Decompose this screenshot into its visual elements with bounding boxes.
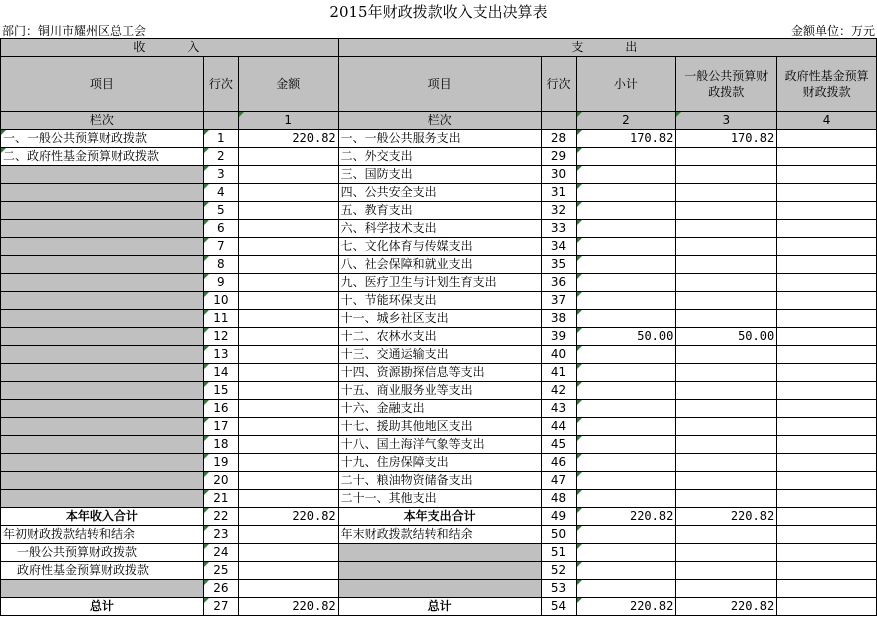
expense-item-cell[interactable]: 十四、资源勘探信息等支出	[338, 364, 541, 382]
subtotal-cell[interactable]	[576, 454, 676, 472]
income-item-cell[interactable]	[1, 184, 204, 202]
income-rowno-cell[interactable]: 2	[203, 148, 238, 166]
income-item-cell[interactable]	[1, 364, 204, 382]
table-row	[1, 508, 877, 526]
income-rowno-cell[interactable]: 16	[203, 400, 238, 418]
income-amount-cell[interactable]: 220.82	[238, 598, 338, 616]
income-item-cell[interactable]	[1, 346, 204, 364]
general-budget-cell[interactable]	[676, 148, 777, 166]
income-amount-cell[interactable]	[238, 544, 338, 562]
subtotal-cell[interactable]	[576, 166, 676, 184]
expense-rowno-cell[interactable]: 44	[541, 418, 576, 436]
income-item-cell[interactable]: 年初财政拨款结转和结余	[1, 526, 204, 544]
income-section-header[interactable]: 收 入	[1, 39, 339, 57]
table-row	[1, 346, 877, 364]
expense-rowno-cell[interactable]: 46	[541, 454, 576, 472]
income-amount-cell[interactable]	[238, 490, 338, 508]
table-row	[1, 256, 877, 274]
subtotal-header[interactable]: 小计	[576, 57, 676, 112]
subtotal-cell[interactable]	[576, 472, 676, 490]
gov-fund-cell[interactable]	[777, 166, 877, 184]
gov-fund-cell[interactable]	[777, 346, 877, 364]
income-amount-cell[interactable]	[238, 364, 338, 382]
table-row	[1, 436, 877, 454]
general-budget-cell[interactable]	[676, 220, 777, 238]
unit-label: 金额单位：万元	[790, 24, 875, 38]
income-item-cell[interactable]	[1, 490, 204, 508]
expense-rowno-cell[interactable]: 28	[541, 130, 576, 148]
expense-rowno-cell[interactable]: 49	[541, 508, 576, 526]
income-item-cell[interactable]: 一、一般公共预算财政拨款	[1, 130, 204, 148]
subtotal-cell[interactable]: 50.00	[576, 328, 676, 346]
income-item-cell[interactable]: 一般公共预算财政拨款	[1, 544, 204, 562]
income-amount-cell[interactable]	[238, 418, 338, 436]
expense-section-header[interactable]: 支 出	[338, 39, 876, 57]
expense-rowno-cell[interactable]: 36	[541, 274, 576, 292]
income-amount-cell[interactable]	[238, 526, 338, 544]
general-budget-cell[interactable]	[676, 256, 777, 274]
lan-empty-left[interactable]	[203, 112, 238, 130]
gov-fund-cell[interactable]	[777, 490, 877, 508]
income-item-cell[interactable]	[1, 400, 204, 418]
income-item-cell[interactable]	[1, 382, 204, 400]
gov-fund-cell[interactable]	[777, 256, 877, 274]
income-rowno-cell[interactable]: 17	[203, 418, 238, 436]
income-rowno-cell[interactable]: 5	[203, 202, 238, 220]
subtotal-cell[interactable]	[576, 544, 676, 562]
expense-item-cell[interactable]: 十一、城乡社区支出	[338, 310, 541, 328]
income-rowno-cell[interactable]: 7	[203, 238, 238, 256]
table-row	[1, 184, 877, 202]
income-rowno-cell[interactable]: 26	[203, 580, 238, 598]
expense-rowno-cell[interactable]: 37	[541, 292, 576, 310]
income-amount-cell[interactable]	[238, 580, 338, 598]
general-budget-cell[interactable]	[676, 544, 777, 562]
department-label: 部门：铜川市耀州区总工会	[2, 24, 147, 38]
subtotal-cell[interactable]	[576, 238, 676, 256]
expense-rowno-cell[interactable]: 35	[541, 256, 576, 274]
expense-rowno-cell[interactable]: 50	[541, 526, 576, 544]
expense-item-cell[interactable]: 十五、商业服务业等支出	[338, 382, 541, 400]
income-rowno-cell[interactable]: 9	[203, 274, 238, 292]
expense-item-cell[interactable]: 二、外交支出	[338, 148, 541, 166]
income-amount-cell[interactable]: 220.82	[238, 508, 338, 526]
expense-item-cell[interactable]: 二十、粮油物资储备支出	[338, 472, 541, 490]
table-row	[1, 310, 877, 328]
subtotal-cell[interactable]: 170.82	[576, 130, 676, 148]
subtotal-cell[interactable]	[576, 436, 676, 454]
expense-item-cell[interactable]: 三、国防支出	[338, 166, 541, 184]
income-rowno-cell[interactable]: 18	[203, 436, 238, 454]
subtotal-cell[interactable]	[576, 382, 676, 400]
table-row	[1, 220, 877, 238]
general-budget-cell[interactable]	[676, 382, 777, 400]
table-row	[1, 490, 877, 508]
income-rowno-cell[interactable]: 15	[203, 382, 238, 400]
expense-item-cell[interactable]: 十、节能环保支出	[338, 292, 541, 310]
general-budget-cell[interactable]	[676, 310, 777, 328]
income-amount-cell[interactable]	[238, 256, 338, 274]
table-row	[1, 454, 877, 472]
table-row	[1, 598, 877, 616]
table-row	[1, 364, 877, 382]
income-item-cell[interactable]	[1, 166, 204, 184]
subtotal-cell[interactable]	[576, 292, 676, 310]
expense-item-cell[interactable]: 七、文化体育与传媒支出	[338, 238, 541, 256]
income-amount-cell[interactable]	[238, 562, 338, 580]
expense-rowno-cell[interactable]: 42	[541, 382, 576, 400]
general-budget-cell[interactable]	[676, 472, 777, 490]
expense-rowno-cell[interactable]: 48	[541, 490, 576, 508]
expense-rowno-cell[interactable]: 32	[541, 202, 576, 220]
table-row	[1, 148, 877, 166]
gov-fund-cell[interactable]	[777, 436, 877, 454]
table-row	[1, 580, 877, 598]
expense-rowno-cell[interactable]: 45	[541, 436, 576, 454]
expense-rowno-cell[interactable]: 40	[541, 346, 576, 364]
income-rowno-cell[interactable]: 8	[203, 256, 238, 274]
income-item-cell[interactable]	[1, 274, 204, 292]
expense-rowno-header[interactable]: 行次	[541, 57, 576, 112]
income-amount-cell[interactable]: 220.82	[238, 130, 338, 148]
income-rowno-cell[interactable]: 4	[203, 184, 238, 202]
income-amount-cell[interactable]	[238, 238, 338, 256]
expense-item-cell[interactable]: 十八、国土海洋气象等支出	[338, 436, 541, 454]
expense-item-header[interactable]: 项目	[338, 57, 541, 112]
income-rowno-cell[interactable]: 24	[203, 544, 238, 562]
income-amount-cell[interactable]	[238, 292, 338, 310]
expense-rowno-cell[interactable]: 54	[541, 598, 576, 616]
gov-fund-cell[interactable]	[777, 526, 877, 544]
subtotal-cell[interactable]	[576, 148, 676, 166]
lan-row	[1, 112, 877, 130]
income-amount-cell[interactable]	[238, 166, 338, 184]
gov-fund-cell[interactable]	[777, 472, 877, 490]
gov-fund-cell[interactable]	[777, 310, 877, 328]
general-budget-cell[interactable]: 170.82	[676, 130, 777, 148]
income-item-cell[interactable]: 总计	[1, 598, 204, 616]
table-row	[1, 238, 877, 256]
income-item-cell[interactable]	[1, 418, 204, 436]
income-amount-cell[interactable]	[238, 274, 338, 292]
report-title: 2015年财政拨款收入支出决算表	[329, 3, 548, 21]
income-item-cell[interactable]	[1, 328, 204, 346]
table-row	[1, 400, 877, 418]
general-budget-cell[interactable]: 50.00	[676, 328, 777, 346]
gov-fund-cell[interactable]	[777, 562, 877, 580]
expense-rowno-cell[interactable]: 39	[541, 328, 576, 346]
expense-item-cell[interactable]: 十三、交通运输支出	[338, 346, 541, 364]
gov-fund-cell[interactable]	[777, 148, 877, 166]
expense-item-cell[interactable]: 九、医疗卫生与计划生育支出	[338, 274, 541, 292]
income-item-cell[interactable]: 二、政府性基金预算财政拨款	[1, 148, 204, 166]
expense-rowno-cell[interactable]: 43	[541, 400, 576, 418]
table-row	[1, 292, 877, 310]
gov-fund-cell[interactable]	[777, 508, 877, 526]
lan-col-1[interactable]: 1	[238, 112, 338, 130]
income-amount-cell[interactable]	[238, 148, 338, 166]
section-header-row	[1, 39, 877, 57]
column-header-row	[1, 57, 877, 112]
expense-rowno-cell[interactable]: 33	[541, 220, 576, 238]
table-row	[1, 130, 877, 148]
income-item-cell[interactable]	[1, 454, 204, 472]
table-row	[1, 274, 877, 292]
general-budget-header[interactable]: 一般公共预算财政拨款	[676, 57, 777, 112]
subtotal-cell[interactable]	[576, 220, 676, 238]
gov-fund-cell[interactable]	[777, 400, 877, 418]
gov-fund-cell[interactable]	[777, 184, 877, 202]
income-item-cell[interactable]	[1, 202, 204, 220]
general-budget-cell[interactable]	[676, 490, 777, 508]
income-amount-cell[interactable]	[238, 454, 338, 472]
table-row	[1, 562, 877, 580]
income-item-cell[interactable]	[1, 472, 204, 490]
income-rowno-cell[interactable]: 13	[203, 346, 238, 364]
expense-rowno-cell[interactable]: 30	[541, 166, 576, 184]
income-rowno-cell[interactable]: 11	[203, 310, 238, 328]
expense-rowno-cell[interactable]: 51	[541, 544, 576, 562]
general-budget-cell[interactable]	[676, 292, 777, 310]
subtotal-cell[interactable]	[576, 346, 676, 364]
expense-rowno-cell[interactable]: 41	[541, 364, 576, 382]
income-amount-cell[interactable]	[238, 328, 338, 346]
subtotal-cell[interactable]	[576, 364, 676, 382]
income-item-cell[interactable]: 本年收入合计	[1, 508, 204, 526]
general-budget-cell[interactable]	[676, 346, 777, 364]
subtotal-cell[interactable]	[576, 202, 676, 220]
income-rowno-cell[interactable]: 25	[203, 562, 238, 580]
income-rowno-cell[interactable]: 23	[203, 526, 238, 544]
general-budget-cell[interactable]	[676, 238, 777, 256]
gov-fund-cell[interactable]	[777, 220, 877, 238]
budget-table	[0, 38, 877, 616]
general-budget-cell[interactable]	[676, 562, 777, 580]
income-rowno-cell[interactable]: 20	[203, 472, 238, 490]
table-row	[1, 418, 877, 436]
table-row	[1, 526, 877, 544]
income-item-cell[interactable]	[1, 436, 204, 454]
table-row	[1, 544, 877, 562]
general-budget-cell[interactable]: 220.82	[676, 508, 777, 526]
expense-rowno-cell[interactable]: 52	[541, 562, 576, 580]
expense-item-cell[interactable]: 年末财政拨款结转和结余	[338, 526, 541, 544]
expense-item-cell[interactable]: 二十一、其他支出	[338, 490, 541, 508]
subtotal-cell[interactable]	[576, 256, 676, 274]
general-budget-cell[interactable]	[676, 364, 777, 382]
expense-item-cell[interactable]: 十二、农林水支出	[338, 328, 541, 346]
general-budget-cell[interactable]	[676, 454, 777, 472]
income-amount-cell[interactable]	[238, 184, 338, 202]
income-rowno-cell[interactable]: 1	[203, 130, 238, 148]
table-row	[1, 382, 877, 400]
gov-fund-cell[interactable]	[777, 202, 877, 220]
income-amount-cell[interactable]	[238, 220, 338, 238]
subtotal-cell[interactable]	[576, 184, 676, 202]
subtotal-cell[interactable]	[576, 418, 676, 436]
income-item-cell[interactable]: 政府性基金预算财政拨款	[1, 562, 204, 580]
income-rowno-cell[interactable]: 14	[203, 364, 238, 382]
lan-label-left[interactable]: 栏次	[1, 112, 204, 130]
income-rowno-cell[interactable]: 6	[203, 220, 238, 238]
expense-item-cell[interactable]: 六、科学技术支出	[338, 220, 541, 238]
expense-item-cell[interactable]: 十七、援助其他地区支出	[338, 418, 541, 436]
expense-item-cell[interactable]: 总计	[338, 598, 541, 616]
income-item-cell[interactable]	[1, 238, 204, 256]
expense-item-cell[interactable]: 十九、住房保障支出	[338, 454, 541, 472]
expense-rowno-cell[interactable]: 38	[541, 310, 576, 328]
income-amount-cell[interactable]	[238, 436, 338, 454]
subtotal-cell[interactable]: 220.82	[576, 598, 676, 616]
income-rowno-cell[interactable]: 12	[203, 328, 238, 346]
expense-item-cell[interactable]: 一、一般公共服务支出	[338, 130, 541, 148]
table-row	[1, 166, 877, 184]
subtotal-cell[interactable]	[576, 400, 676, 418]
gov-fund-cell[interactable]	[777, 598, 877, 616]
subtotal-cell[interactable]	[576, 310, 676, 328]
lan-label-right[interactable]: 栏次	[338, 112, 541, 130]
gov-fund-cell[interactable]	[777, 382, 877, 400]
subtotal-cell[interactable]	[576, 526, 676, 544]
gov-fund-cell[interactable]	[777, 454, 877, 472]
income-rowno-cell[interactable]: 3	[203, 166, 238, 184]
gov-fund-cell[interactable]	[777, 130, 877, 148]
lan-empty-right[interactable]	[541, 112, 576, 130]
income-amount-cell[interactable]	[238, 382, 338, 400]
subtotal-cell[interactable]	[576, 580, 676, 598]
income-amount-cell[interactable]	[238, 472, 338, 490]
general-budget-cell[interactable]	[676, 436, 777, 454]
gov-fund-cell[interactable]	[777, 238, 877, 256]
income-rowno-cell[interactable]: 27	[203, 598, 238, 616]
income-rowno-cell[interactable]: 19	[203, 454, 238, 472]
gov-fund-cell[interactable]	[777, 328, 877, 346]
income-rowno-cell[interactable]: 22	[203, 508, 238, 526]
subtotal-cell[interactable]	[576, 274, 676, 292]
income-item-cell[interactable]	[1, 220, 204, 238]
table-row	[1, 472, 877, 490]
general-budget-cell[interactable]	[676, 418, 777, 436]
income-amount-cell[interactable]	[238, 202, 338, 220]
expense-item-cell[interactable]	[338, 544, 541, 562]
lan-col-2[interactable]: 2	[576, 112, 676, 130]
lan-col-3[interactable]: 3	[676, 112, 777, 130]
income-item-header[interactable]: 项目	[1, 57, 204, 112]
gov-fund-header[interactable]: 政府性基金预算财政拨款	[777, 57, 877, 112]
table-row	[1, 202, 877, 220]
income-item-cell[interactable]	[1, 256, 204, 274]
expense-rowno-cell[interactable]: 53	[541, 580, 576, 598]
expense-rowno-cell[interactable]: 34	[541, 238, 576, 256]
income-amount-cell[interactable]	[238, 346, 338, 364]
income-item-cell[interactable]	[1, 292, 204, 310]
gov-fund-cell[interactable]	[777, 364, 877, 382]
subtotal-cell[interactable]	[576, 562, 676, 580]
expense-item-cell[interactable]	[338, 562, 541, 580]
expense-rowno-cell[interactable]: 47	[541, 472, 576, 490]
gov-fund-cell[interactable]	[777, 418, 877, 436]
expense-item-cell[interactable]	[338, 580, 541, 598]
general-budget-cell[interactable]	[676, 400, 777, 418]
income-item-cell[interactable]	[1, 580, 204, 598]
general-budget-cell[interactable]	[676, 580, 777, 598]
expense-rowno-cell[interactable]: 29	[541, 148, 576, 166]
general-budget-cell[interactable]	[676, 274, 777, 292]
income-rowno-header[interactable]: 行次	[203, 57, 238, 112]
expense-item-cell[interactable]: 四、公共安全支出	[338, 184, 541, 202]
general-budget-cell[interactable]: 220.82	[676, 598, 777, 616]
gov-fund-cell[interactable]	[777, 274, 877, 292]
subtotal-cell[interactable]: 220.82	[576, 508, 676, 526]
income-amount-header[interactable]: 金额	[238, 57, 338, 112]
subtotal-cell[interactable]	[576, 490, 676, 508]
gov-fund-cell[interactable]	[777, 580, 877, 598]
expense-item-cell[interactable]: 八、社会保障和就业支出	[338, 256, 541, 274]
gov-fund-cell[interactable]	[777, 544, 877, 562]
expense-item-cell[interactable]: 本年支出合计	[338, 508, 541, 526]
income-item-cell[interactable]	[1, 310, 204, 328]
table-row	[1, 328, 877, 346]
general-budget-cell[interactable]	[676, 184, 777, 202]
expense-item-cell[interactable]: 五、教育支出	[338, 202, 541, 220]
general-budget-cell[interactable]	[676, 166, 777, 184]
expense-rowno-cell[interactable]: 31	[541, 184, 576, 202]
income-amount-cell[interactable]	[238, 400, 338, 418]
lan-col-4[interactable]: 4	[777, 112, 877, 130]
income-rowno-cell[interactable]: 21	[203, 490, 238, 508]
income-amount-cell[interactable]	[238, 310, 338, 328]
gov-fund-cell[interactable]	[777, 292, 877, 310]
income-rowno-cell[interactable]: 10	[203, 292, 238, 310]
general-budget-cell[interactable]	[676, 202, 777, 220]
expense-item-cell[interactable]: 十六、金融支出	[338, 400, 541, 418]
general-budget-cell[interactable]	[676, 526, 777, 544]
